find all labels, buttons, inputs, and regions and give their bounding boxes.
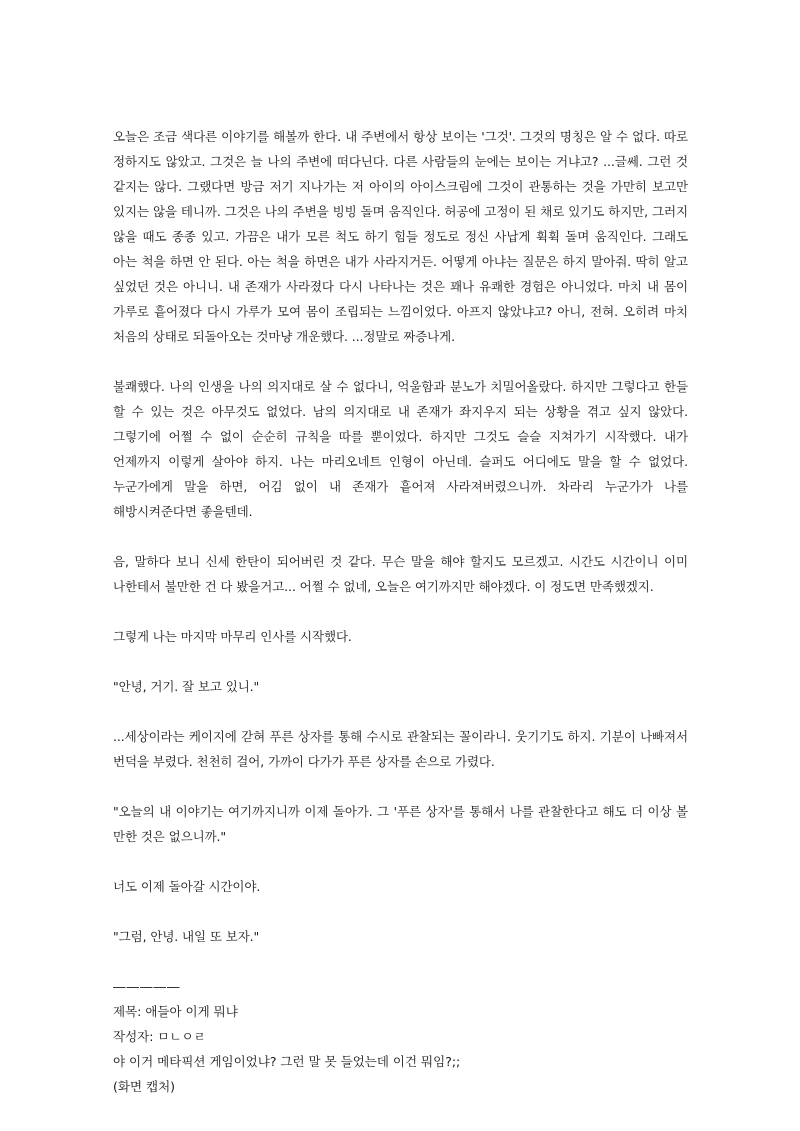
paragraph-intro: 오늘은 조금 색다른 이야기를 해볼까 한다. 내 주변에서 항상 보이는 '그것'. 그것의 명칭은 알 수 없다. 따로 정하지도 않았고. 그것은 늘 나의 주변에 떠다닌다. 다른 사람들의 눈에는 보이는 거냐고? ...글쎄. 그런 것 같지는 않다. 그랬다면 방금 저기 지나가는 저 아이의 아이스크림에 그것이 관통하는 것을 가만히 보고만 있지는 않을 테니까. 그것은 나의 주변을 빙빙 돌며 움직인다. 허공에 고정이 된 채로 있기도 하지만, 그러지 않을 때도 종종 있고. 가끔은 내가 모른 척도 하기 힘들 정도로 정신 사납게 휙휙 돌며 움직인다. 그래도 아는 척을 하면 안 된다. 아는 척을 하면은 내가 사라지거든. 어떻게 아냐는 질문은 하지 말아줘. 딱히 알고 싶었던 것은 아니니. 내 존재가 사라졌다 다시 나타나는 것은 꽤나 유쾌한 경험은 아니었다. 마치 내 몸이 가루로 흩어졌다 다시 가루가 모여 몸이 조립되는 느낌이었다. 아프지 않았냐고? 아니, 전혀. 오히려 마치 처음의 상태로 되돌아오는 것마냥 개운했다. ...정말로 짜증나게. <box>113 129 688 344</box>
post-author: 작성자: ㅁㄴㅇㄹ <box>113 1029 206 1044</box>
paragraph-goodbye-quote: "그럼, 안녕. 내일 또 보자." <box>113 929 260 944</box>
post-body: 야 이거 메타픽션 게임이었냐? 그런 말 못 들었는데 이건 뭐임?;; <box>113 1054 461 1069</box>
paragraph-closing-start: 그렇게 나는 마지막 마무리 인사를 시작했다. <box>113 629 352 644</box>
post-caption: (화면 캡처) <box>113 1079 176 1094</box>
paragraph-farewell-quote: "오늘의 내 이야기는 여기까지니까 이제 돌아가. 그 '푸른 상자'를 통해서 나를 관찰한다고 해도 더 이상 볼 만한 것은 없으니까." <box>113 804 688 844</box>
post-divider: ――――― <box>113 979 181 994</box>
document-page <box>113 124 688 1099</box>
paragraph-greeting-quote: "안녕, 거기. 잘 보고 있니." <box>113 679 260 694</box>
paragraph-lament: 음, 말하다 보니 신세 한탄이 되어버린 것 같다. 무슨 말을 해야 할지도 모르겠고. 시간도 시간이니 이미 나한테서 불만한 건 다 봤을거고... 어쩔 수 없네, 오늘은 여기까지만 해야겠다. 이 정도면 만족했겠지. <box>113 554 688 594</box>
post-title: 제목: 애들아 이게 뭐냐 <box>113 1004 238 1019</box>
paragraph-displeasure: 불쾌했다. 나의 인생을 나의 의지대로 살 수 없다니, 억울함과 분노가 치밀어올랐다. 하지만 그렇다고 한들 할 수 있는 것은 아무것도 없었다. 남의 의지대로 내 존재가 좌지우지 되는 상황을 겪고 싶지 않았다. 그렇기에 어쩔 수 없이 순순히 규칙을 따를 뿐이었다. 하지만 그것도 슬슬 지쳐가기 시작했다. 내가 언제까지 이렇게 살아야 하지. 나는 마리오네트 인형이 아닌데. 슬퍼도 어디에도 말을 할 수 없었다. 누군가에게 말을 하면, 어김 없이 내 존재가 흩어져 사라져버렸으니까. 차라리 누군가가 나를 해방시켜준다면 좋을텐데. <box>113 379 688 519</box>
post-block <box>113 974 688 1099</box>
paragraph-return-time: 너도 이제 돌아갈 시간이야. <box>113 879 261 894</box>
paragraph-blue-box: ...세상이라는 케이지에 갇혀 푸른 상자를 통해 수시로 관찰되는 꼴이라니. 웃기기도 하지. 기분이 나빠져서 번덕을 부렸다. 천천히 걸어, 가까이 다가가 푸른 상자를 손으로 가렸다. <box>113 729 688 769</box>
